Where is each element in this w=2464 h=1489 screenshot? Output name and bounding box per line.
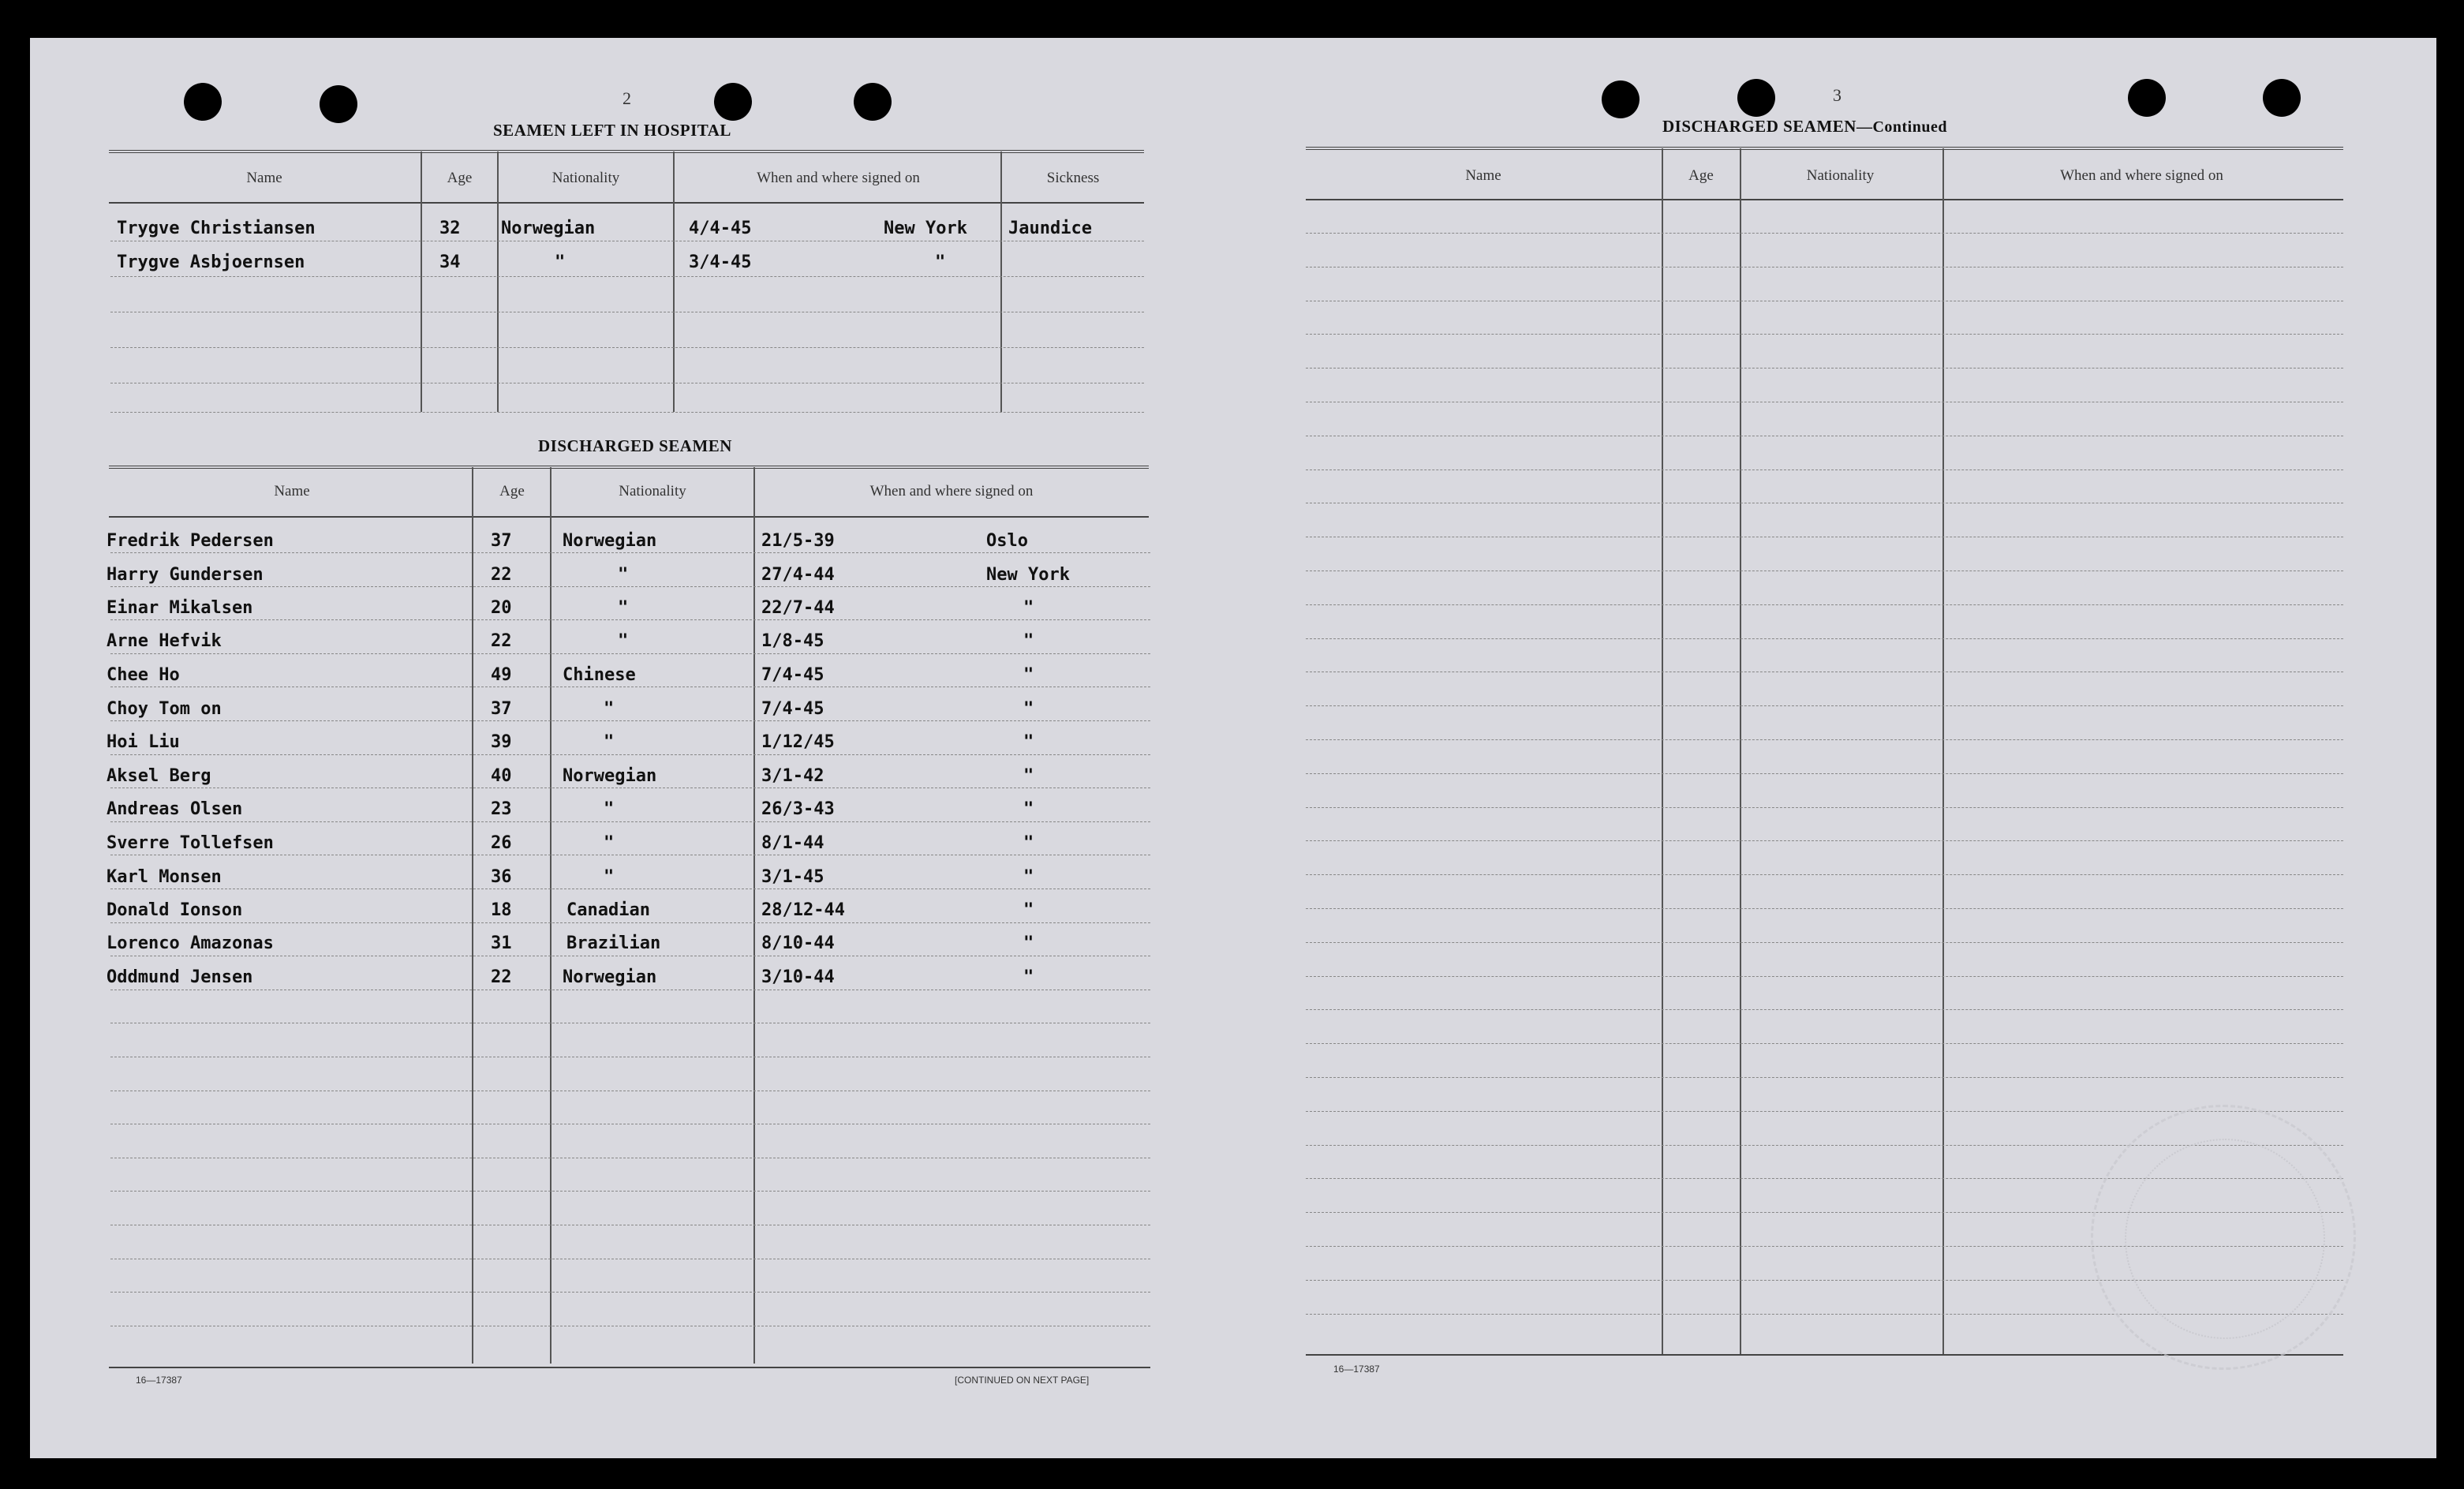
row-rule: [110, 1292, 1150, 1293]
col-divider: [1000, 152, 1002, 412]
seaman-date: 1/12/45: [761, 732, 835, 752]
row-rule: [1306, 739, 2343, 740]
seaman-date: 21/5-39: [761, 531, 835, 551]
col-divider: [550, 467, 552, 1364]
row-rule: [1306, 604, 2343, 605]
row-rule: [110, 821, 1150, 822]
col-header-age: Age: [447, 170, 473, 186]
col-header-name: Name: [274, 483, 310, 499]
seaman-name: Choy Tom on: [107, 699, 222, 719]
seaman-name: Chee Ho: [107, 665, 180, 685]
seaman-nationality: Norwegian: [563, 967, 657, 987]
seaman-name: Sverre Tollefsen: [107, 833, 274, 853]
row-rule: [110, 720, 1150, 721]
seaman-age: 39: [491, 732, 512, 752]
col-divider: [1740, 148, 1741, 1356]
col-header-age: Age: [499, 483, 525, 499]
seaman-place: ": [1023, 699, 1034, 719]
col-divider: [472, 467, 473, 1364]
seaman-name: Donald Ionson: [107, 900, 243, 920]
seaman-nationality: ": [604, 732, 615, 752]
row-rule: [1306, 807, 2343, 808]
seaman-place: ": [1023, 598, 1034, 618]
seaman-nationality: ": [618, 565, 629, 585]
seaman-nationality: ": [604, 867, 615, 887]
seaman-place: New York: [986, 565, 1070, 585]
hospital-row-nationality: Norwegian: [501, 219, 596, 238]
punch-hole: [320, 85, 357, 123]
rule: [109, 466, 1149, 469]
seaman-name: Hoi Liu: [107, 732, 180, 752]
seaman-name: Lorenco Amazonas: [107, 933, 274, 953]
seaman-nationality: ": [604, 833, 615, 853]
hospital-row-age: 34: [439, 253, 461, 272]
row-rule: [110, 347, 1144, 348]
hospital-row-date: 3/4-45: [689, 253, 752, 272]
hospital-row-name: Trygve Christiansen: [117, 219, 316, 238]
col-divider: [1662, 148, 1663, 1356]
seaman-nationality: ": [618, 598, 629, 618]
form-number: 16—17387: [1333, 1364, 1380, 1375]
col-divider: [673, 152, 675, 412]
row-rule: [110, 754, 1150, 755]
seaman-place: ": [1023, 732, 1034, 752]
row-rule: [1306, 368, 2343, 369]
seaman-place: ": [1023, 665, 1034, 685]
row-rule: [110, 653, 1150, 654]
seaman-date: 8/1-44: [761, 833, 824, 853]
row-rule: [1306, 1043, 2343, 1044]
row-rule: [1306, 233, 2343, 234]
seaman-nationality: Canadian: [566, 900, 650, 920]
rule: [1306, 199, 2343, 200]
seaman-name: Karl Monsen: [107, 867, 222, 887]
seaman-name: Einar Mikalsen: [107, 598, 253, 618]
punch-hole: [714, 83, 752, 121]
seaman-nationality: ": [604, 799, 615, 819]
discharged-section-title: DISCHARGED SEAMEN: [538, 436, 732, 455]
seaman-name: Harry Gundersen: [107, 565, 264, 585]
seaman-age: 36: [491, 867, 512, 887]
col-header-nationality: Nationality: [1806, 167, 1875, 184]
seaman-age: 18: [491, 900, 512, 920]
title-text: DISCHARGED SEAMEN: [1662, 117, 1856, 136]
seaman-name: Arne Hefvik: [107, 631, 222, 651]
seaman-place: ": [1023, 799, 1034, 819]
col-header-nationality: Nationality: [552, 170, 620, 186]
seaman-date: 28/12-44: [761, 900, 845, 920]
col-divider: [1942, 148, 1944, 1356]
seaman-date: 3/10-44: [761, 967, 835, 987]
col-header-nationality: Nationality: [619, 483, 686, 499]
faded-stamp: [2091, 1105, 2356, 1370]
row-rule: [1306, 908, 2343, 909]
col-divider: [497, 152, 499, 412]
document-sheet: [30, 38, 2436, 1458]
row-rule: [1306, 1077, 2343, 1078]
seaman-age: 22: [491, 967, 512, 987]
seaman-nationality: ": [604, 699, 615, 719]
hospital-row-place: New York: [884, 219, 967, 238]
col-header-signed-on: When and where signed on: [2060, 167, 2223, 184]
row-rule: [110, 619, 1150, 620]
seaman-age: 37: [491, 699, 512, 719]
seaman-age: 37: [491, 531, 512, 551]
seaman-date: 26/3-43: [761, 799, 835, 819]
rule: [109, 150, 1144, 153]
punch-hole: [2128, 79, 2166, 117]
rule: [109, 202, 1144, 204]
row-rule: [110, 276, 1144, 277]
hospital-row-name: Trygve Asbjoernsen: [117, 253, 305, 272]
page-number-left: 2: [623, 88, 631, 108]
hospital-row-date: 4/4-45: [689, 219, 752, 238]
seaman-age: 23: [491, 799, 512, 819]
seaman-place: Oslo: [986, 531, 1028, 551]
faded-stamp-inner: [2125, 1139, 2325, 1339]
seaman-name: Andreas Olsen: [107, 799, 243, 819]
row-rule: [110, 586, 1150, 587]
rule: [1306, 147, 2343, 150]
seaman-date: 7/4-45: [761, 665, 824, 685]
col-header-sickness: Sickness: [1046, 170, 1100, 186]
col-header-signed-on: When and where signed on: [757, 170, 920, 186]
row-rule: [1306, 638, 2343, 639]
punch-hole: [1737, 79, 1775, 117]
seaman-age: 49: [491, 665, 512, 685]
hospital-row-nationality: ": [555, 253, 566, 272]
page-number-right: 3: [1833, 85, 1841, 105]
col-header-age: Age: [1688, 167, 1714, 184]
row-rule: [1306, 1009, 2343, 1010]
title-continued: —Continued: [1856, 118, 1947, 136]
seaman-place: ": [1023, 766, 1034, 786]
seaman-age: 22: [491, 565, 512, 585]
seaman-name: Fredrik Pedersen: [107, 531, 274, 551]
seaman-nationality: Norwegian: [563, 766, 657, 786]
continued-note: [CONTINUED ON NEXT PAGE]: [955, 1375, 1090, 1386]
row-rule: [1306, 334, 2343, 335]
row-rule: [1306, 705, 2343, 706]
seaman-place: ": [1023, 933, 1034, 953]
row-rule: [1306, 976, 2343, 977]
discharged-continued-title: [1662, 117, 1947, 137]
col-header-name: Name: [1465, 167, 1501, 184]
hospital-row-age: 32: [439, 219, 461, 238]
hospital-row-sickness: Jaundice: [1008, 219, 1092, 238]
seaman-date: 3/1-42: [761, 766, 824, 786]
row-rule: [1306, 874, 2343, 875]
punch-hole: [2263, 79, 2301, 117]
col-header-name: Name: [246, 170, 282, 186]
seaman-age: 26: [491, 833, 512, 853]
seaman-date: 3/1-45: [761, 867, 824, 887]
seaman-nationality: Brazilian: [566, 933, 661, 953]
seaman-date: 8/10-44: [761, 933, 835, 953]
hospital-section-title: SEAMEN LEFT IN HOSPITAL: [493, 121, 731, 140]
row-rule: [110, 1191, 1150, 1192]
seaman-place: ": [1023, 833, 1034, 853]
seaman-place: ": [1023, 631, 1034, 651]
col-divider: [753, 467, 755, 1364]
hospital-row-place: ": [935, 253, 946, 272]
row-rule: [110, 412, 1144, 413]
seaman-date: 1/8-45: [761, 631, 824, 651]
seaman-name: Aksel Berg: [107, 766, 211, 786]
rule: [109, 1367, 1150, 1368]
punch-hole: [1602, 80, 1640, 118]
seaman-age: 22: [491, 631, 512, 651]
seaman-name: Oddmund Jensen: [107, 967, 253, 987]
col-header-signed-on: When and where signed on: [869, 483, 1034, 499]
seaman-place: ": [1023, 900, 1034, 920]
row-rule: [1306, 840, 2343, 841]
punch-hole: [854, 83, 892, 121]
seaman-place: ": [1023, 867, 1034, 887]
seaman-nationality: Chinese: [563, 665, 636, 685]
seaman-age: 20: [491, 598, 512, 618]
seaman-date: 22/7-44: [761, 598, 835, 618]
row-rule: [110, 552, 1150, 553]
row-rule: [110, 922, 1150, 923]
seaman-date: 7/4-45: [761, 699, 824, 719]
seaman-nationality: Norwegian: [563, 531, 657, 551]
seaman-place: ": [1023, 967, 1034, 987]
row-rule: [1306, 942, 2343, 943]
rule: [109, 516, 1149, 518]
seaman-age: 31: [491, 933, 512, 953]
col-divider: [421, 152, 422, 412]
seaman-date: 27/4-44: [761, 565, 835, 585]
seaman-nationality: ": [618, 631, 629, 651]
row-rule: [1306, 773, 2343, 774]
punch-hole: [184, 83, 222, 121]
form-number: 16—17387: [136, 1375, 182, 1386]
seaman-age: 40: [491, 766, 512, 786]
